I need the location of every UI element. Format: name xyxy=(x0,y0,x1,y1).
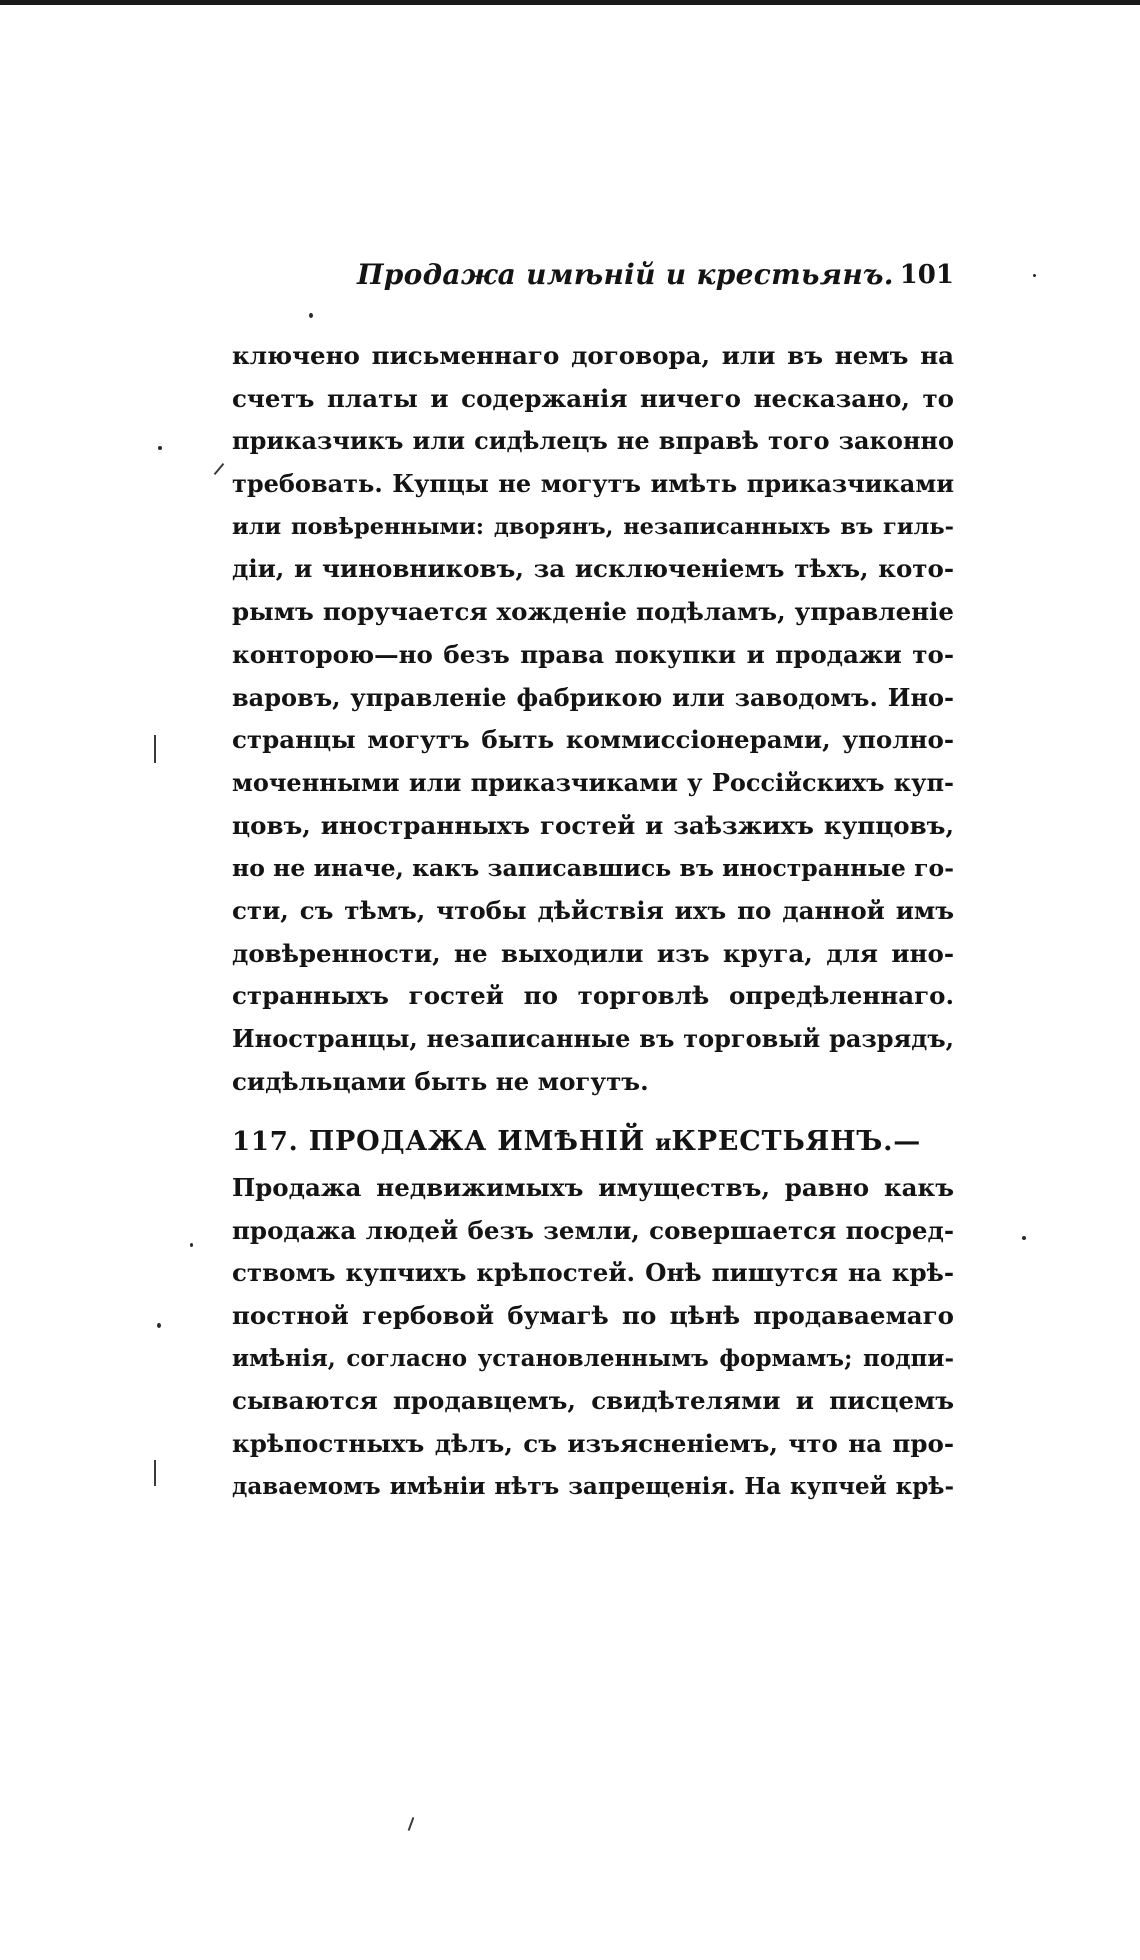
running-title: Продажа имѣній и крестьянъ. xyxy=(357,258,894,291)
text-line: сти, съ тѣмъ, чтобы дѣйствія ихъ по данной имъ xyxy=(232,895,954,925)
scan-top-edge xyxy=(0,0,1140,5)
section-heading xyxy=(232,1117,954,1167)
text-line: но не иначе, какъ записавшись въ иностранные го- xyxy=(232,854,954,883)
text-line: діи, и чиновниковъ, за исключеніемъ тѣхъ, кото- xyxy=(232,554,954,584)
text-line: довѣренности, не выходили изъ круга, для ино- xyxy=(232,938,954,968)
paragraph xyxy=(232,1167,954,1509)
text-line: Продажа недвижимыхъ имуществъ, равно какъ xyxy=(232,1173,954,1202)
scan-mark xyxy=(214,463,225,475)
scan-speck xyxy=(158,446,162,450)
text-line: ствомъ купчихъ крѣпостей. Онѣ пишутся на крѣ- xyxy=(232,1258,954,1288)
section-number: 117. xyxy=(232,1127,299,1157)
text-line: даваемомъ имѣніи нѣтъ запрещенія. На купчей крѣ- xyxy=(232,1472,954,1500)
text-line: моченными или приказчиками у Россійскихъ куп- xyxy=(232,767,954,797)
scan-speck xyxy=(309,313,313,318)
paragraph xyxy=(232,335,954,1103)
scan-mark xyxy=(408,1817,415,1831)
text-line: цовъ, иностранныхъ гостей и заѣзжихъ купцовъ, xyxy=(232,810,954,840)
text-line: продажа людей безъ земли, совершается посред- xyxy=(232,1215,954,1245)
text-line: сываются продавцемъ, свидѣтелями и писцемъ xyxy=(232,1386,954,1416)
page-header xyxy=(232,258,954,298)
section-title-conjunction: и xyxy=(655,1130,672,1156)
text-line: постной гербовой бумагѣ по цѣнѣ продаваемаго xyxy=(232,1301,954,1331)
text-line: крѣпостныхъ дѣлъ, съ изъясненіемъ, что на про- xyxy=(232,1429,954,1459)
text-line: странцы могутъ быть коммиссіонерами, уполно- xyxy=(232,725,954,755)
text-line: или повѣренными: дворянъ, незаписанныхъ въ гиль- xyxy=(232,513,954,540)
text-line: имѣнія, согласно установленнымъ формамъ; подпи- xyxy=(232,1344,954,1372)
scan-mark xyxy=(154,1460,156,1486)
scan-speck xyxy=(157,1323,161,1328)
text-line: требовать. Купцы не могутъ имѣть приказчиками xyxy=(232,469,954,499)
page-number: 101 xyxy=(899,260,954,290)
text-line: рымъ поручается хожденіе подѣламъ, управленіе xyxy=(232,597,954,627)
section-title-part: КРЕСТЬЯНЪ.— xyxy=(671,1126,922,1157)
text-line: конторою—но безъ права покупки и продажи то- xyxy=(232,639,954,669)
text-line: странныхъ гостей по торговлѣ опредѣленнаго. xyxy=(232,981,954,1011)
section-117 xyxy=(232,1117,954,1509)
text-line: Иностранцы, незаписанные въ торговый разрядъ, xyxy=(232,1024,954,1053)
text-line: сидѣльцами быть не могутъ. xyxy=(232,1066,649,1096)
scan-mark xyxy=(154,735,156,763)
text-line: варовъ, управленіе фабрикою или заводомъ. Ино- xyxy=(232,682,954,712)
scan-speck xyxy=(1022,1236,1026,1240)
text-line: ключено письменнаго договора, или въ немъ на xyxy=(232,341,954,370)
scan-speck xyxy=(1033,274,1036,277)
text-line: счетъ платы и содержанія ничего несказано, то xyxy=(232,383,954,413)
section-title-part: ПРОДАЖА ИМѢНІЙ xyxy=(308,1126,645,1157)
text-line: приказчикъ или сидѣлецъ не вправѣ того законно xyxy=(232,426,954,456)
scan-speck xyxy=(190,1243,193,1247)
